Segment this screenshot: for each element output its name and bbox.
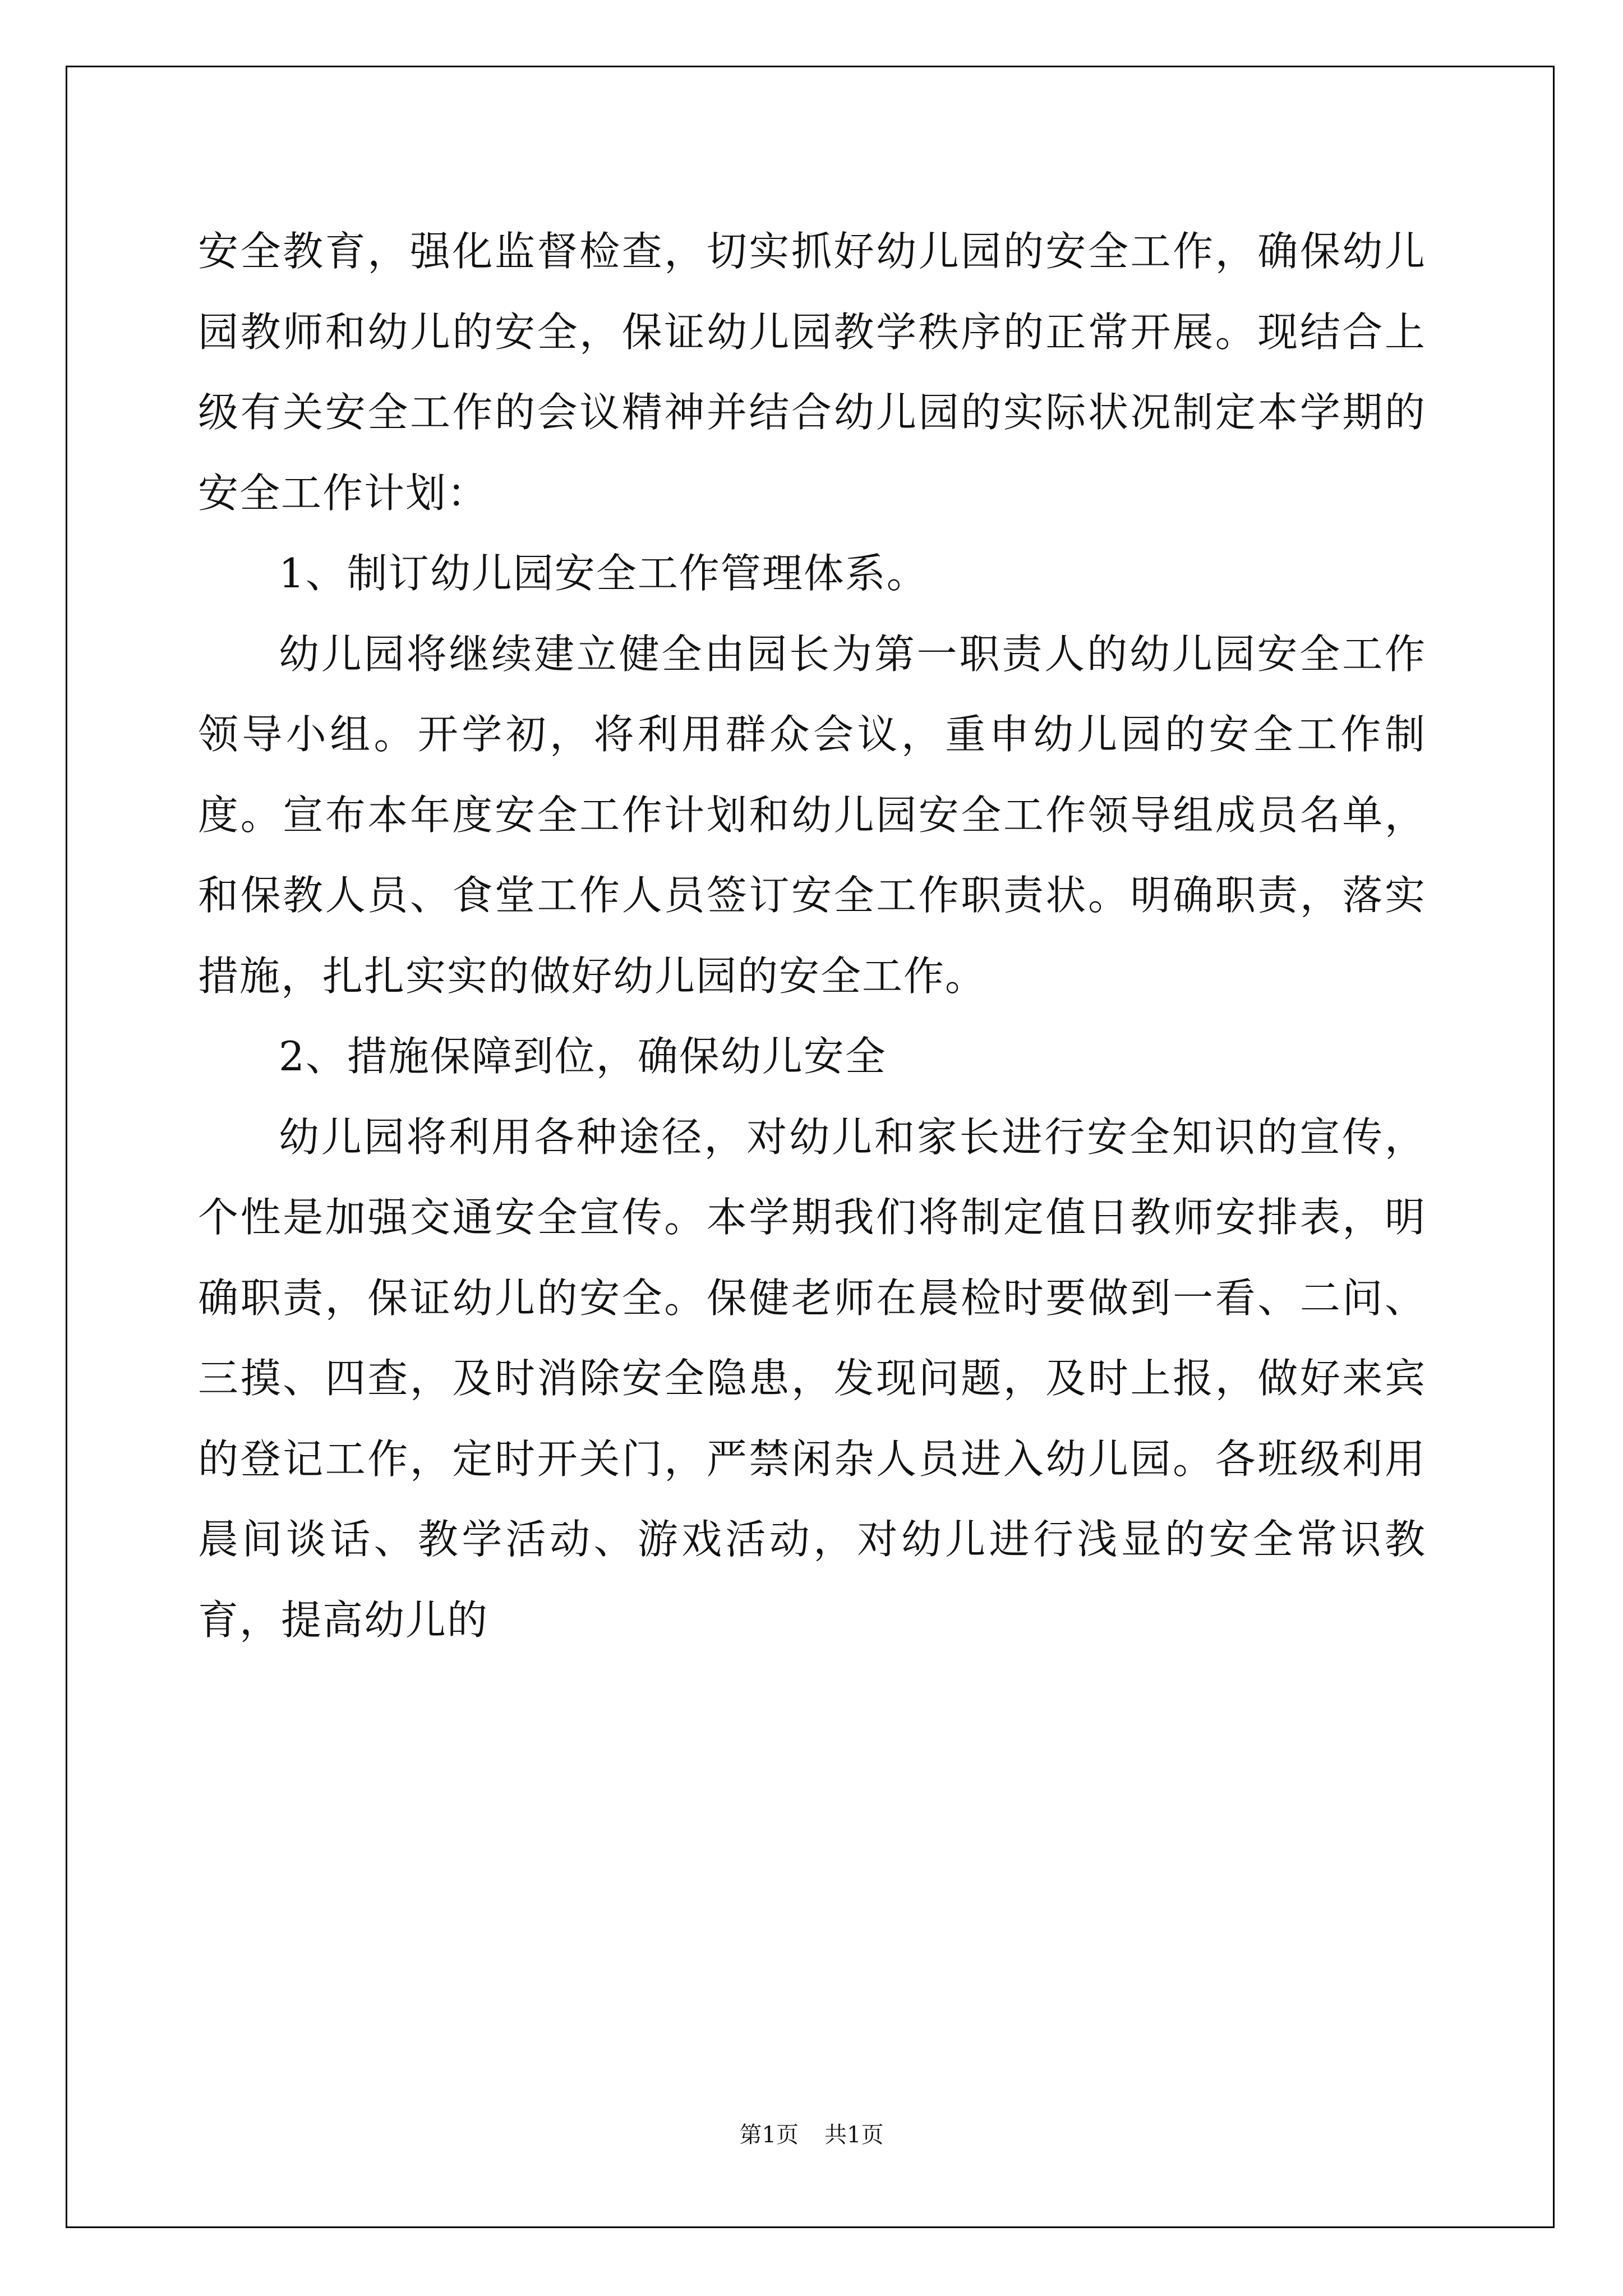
- paragraph: 幼儿园将利用各种途径，对幼儿和家长进行安全知识的宣传，个性是加强交通安全宣传。本学期我们将制定值日教师安排表，明确职责，保证幼儿的安全。保健老师在晨检时要做到一看、二问、三摸、四查，及时消除安全隐患，发现问题，及时上报，做好来宾的登记工作，定时开关门，严禁闲杂人员进入幼儿园。各班级利用晨间谈话、教学活动、游戏活动，对幼儿进行浅显的安全常识教育，提高幼儿的: [198, 1113, 1426, 1644]
- paragraph: 幼儿园将继续建立健全由园长为第一职责人的幼儿园安全工作领导小组。开学初，将利用群众会议，重申幼儿园的安全工作制度。宣布本年度安全工作计划和幼儿园安全工作领导组成员名单，和保教人员、食堂工作人员签订安全工作职责状。明确职责，落实措施，扎扎实实的做好幼儿园的安全工作。: [198, 630, 1426, 1000]
- section-heading-2: 2、措施保障到位，确保幼儿安全: [279, 1033, 887, 1080]
- page-total: 共1页: [824, 2122, 884, 2148]
- document-body: [198, 211, 1426, 1660]
- page-number: 第1页: [739, 2122, 799, 2148]
- page-footer: [0, 2118, 1623, 2152]
- section-heading-1: 1、制订幼儿园安全工作管理体系。: [279, 550, 928, 597]
- paragraph: 安全教育，强化监督检查，切实抓好幼儿园的安全工作，确保幼儿园教师和幼儿的安全，保证幼儿园教学秩序的正常开展。现结合上级有关安全工作的会议精神并结合幼儿园的实际状况制定本学期的安全工作计划：: [198, 228, 1426, 517]
